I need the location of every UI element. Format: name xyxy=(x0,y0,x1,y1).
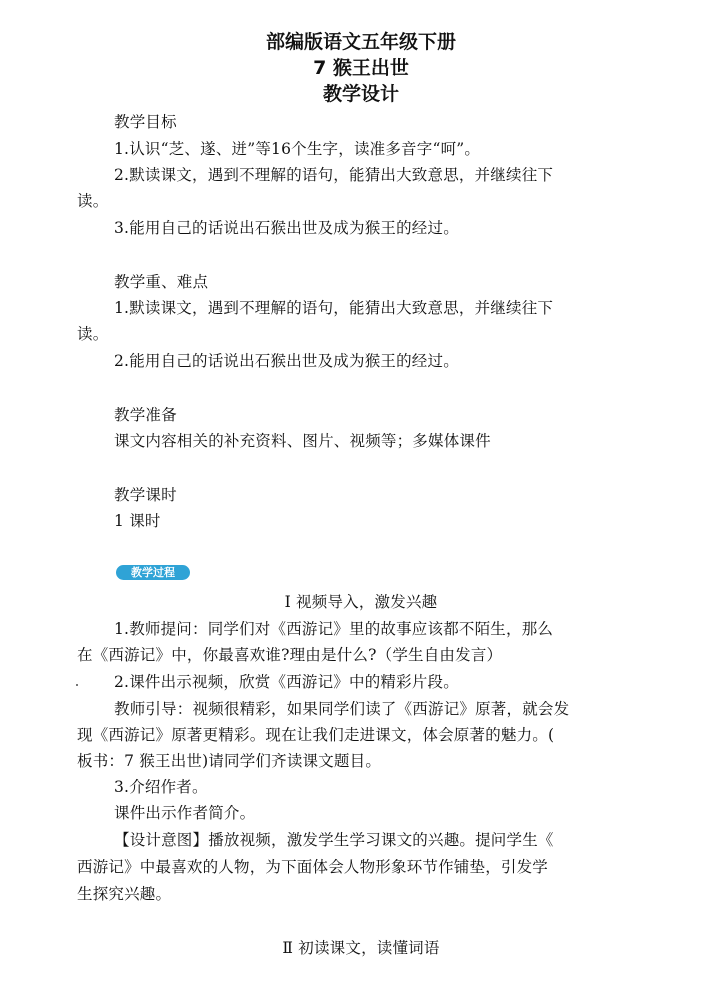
paragraph-5: 课件出示作者简介。 xyxy=(114,804,256,822)
key-point-item-2: 2.能用自己的话说出石猴出世及成为猴王的经过。 xyxy=(114,352,459,370)
objectives-heading: 教学目标 xyxy=(114,113,177,131)
objective-item-1: 1.认识“芝、遂、迸”等16个生字，读准多音字“呵”。 xyxy=(114,140,481,158)
paragraph-3-cont-2: 板书：7 猴王出世)请同学们齐读课文题目。 xyxy=(77,752,382,770)
design-intent-paragraph: 【设计意图】播放视频，激发学生学习课文的兴趣。提问学生《 xyxy=(114,831,554,849)
key-point-item-1-cont: 读。 xyxy=(77,325,109,343)
paragraph-2: 2.课件出示视频，欣赏《西游记》中的精彩片段。 xyxy=(114,673,459,691)
paragraph-3-cont-1: 现《西游记》原著更精彩。现在让我们走进课文，体会原著的魅力。( xyxy=(77,726,555,744)
objective-item-2: 2.默读课文，遇到不理解的语句，能猜出大致意思，并继续往下 xyxy=(114,166,554,184)
hours-content: 1 课时 xyxy=(114,512,161,530)
preparation-heading: 教学准备 xyxy=(114,406,177,424)
paragraph-3: 教师引导：视频很精彩，如果同学们读了《西游记》原著，就会发 xyxy=(114,700,570,718)
key-point-item-1: 1.默读课文，遇到不理解的语句，能猜出大致意思，并继续往下 xyxy=(114,299,554,317)
hours-heading: 教学课时 xyxy=(114,486,177,504)
design-intent-cont-2: 生探究兴趣。 xyxy=(77,885,172,903)
process-badge: 教学过程 xyxy=(116,565,190,580)
key-points-heading: 教学重、难点 xyxy=(114,273,209,291)
section-2-title: Ⅱ 初读课文，读懂词语 xyxy=(282,939,440,957)
document-title: 部编版语文五年级下册 xyxy=(265,31,456,53)
objective-item-3: 3.能用自己的话说出石猴出世及成为猴王的经过。 xyxy=(114,219,459,237)
section-1-title: Ⅰ 视频导入，激发兴趣 xyxy=(284,593,438,611)
paragraph-1-cont: 在《西游记》中，你最喜欢谁?理由是什么?（学生自由发言） xyxy=(77,646,503,664)
objective-item-2-cont: 读。 xyxy=(77,192,109,210)
preparation-content: 课文内容相关的补充资料、图片、视频等；多媒体课件 xyxy=(114,432,491,450)
stray-dot xyxy=(76,684,78,686)
design-intent-cont-1: 西游记》中最喜欢的人物，为下面体会人物形象环节作铺垫，引发学 xyxy=(77,858,549,876)
paragraph-1: 1.教师提问：同学们对《西游记》里的故事应该都不陌生，那么 xyxy=(114,620,554,638)
paragraph-4: 3.介绍作者。 xyxy=(114,778,208,796)
lesson-title: 7 猴王出世 xyxy=(313,57,409,79)
design-title: 教学设计 xyxy=(322,83,399,105)
